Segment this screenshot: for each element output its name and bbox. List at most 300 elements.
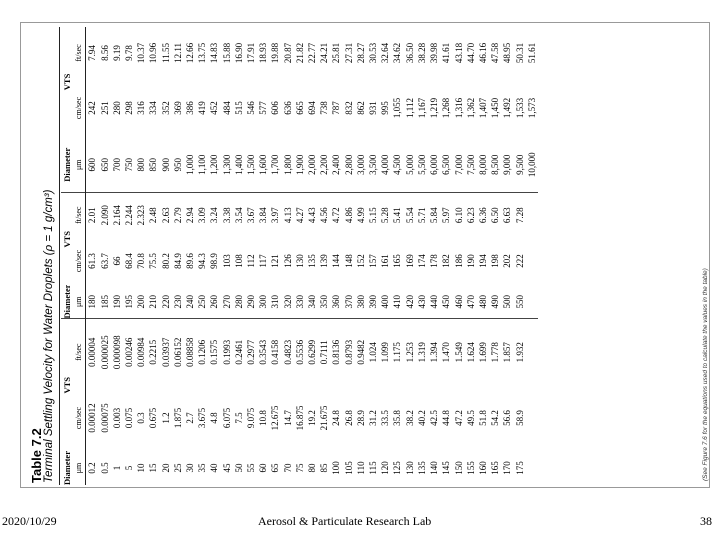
table-cell: 738 [319,101,330,115]
table-cell: 1,700 [269,137,281,193]
table-cell: 100 [331,461,342,475]
table-cell: 5.28 [380,207,391,224]
table-cell: 369 [172,101,183,115]
table-cell: 370 [343,285,355,319]
table-cell: 9.78 [124,45,135,61]
table-cell: 202 [502,254,513,268]
table-cell: 3.54 [233,207,244,224]
table-cell: 386 [185,101,196,115]
table-cell: 1.319 [416,342,427,363]
table-cell: 410 [391,285,403,319]
diameter-header: Diameter [62,284,72,319]
table-cell: 419 [197,101,208,115]
table-cell: 1,112 [404,98,415,118]
table-row [208,27,220,485]
table-cell: 0.5536 [294,339,305,365]
table-row [123,27,135,485]
table-cell: 606 [270,101,281,115]
table-cell: 452 [209,101,220,115]
table-cell: 242 [87,101,98,115]
table-cell: 5.97 [441,207,452,224]
table-cell: 0.9482 [355,339,366,365]
table-cell: 94.3 [197,253,208,269]
table-cell: 222 [514,254,525,268]
vts-header: VTS [62,376,72,394]
table-cell: 27.31 [343,42,354,64]
table-cell: 140 [429,461,440,475]
table-cell: 5,500 [416,137,428,193]
table-body [86,27,538,485]
table-cell: 16.875 [294,405,305,431]
table-cell: 1,362 [465,97,476,119]
table-row [489,27,501,485]
table-cell: 862 [355,101,366,115]
table-cell: 148 [343,254,354,268]
table-cell: 198 [490,254,501,268]
table-cell: 44.70 [465,42,476,64]
table-cell: 182 [441,254,452,268]
table-cell: 32.64 [380,42,391,64]
table-row [330,27,342,485]
table-cell: 750 [123,137,135,193]
table-cell: 6.50 [490,207,501,224]
table-cell: 2.164 [111,205,122,226]
table-cell: 28.9 [355,410,366,426]
table-cell: 21.82 [294,42,305,64]
table-cell: 0.00984 [136,337,147,367]
table-cell: 3.84 [258,207,269,224]
table-cell: 135 [307,254,318,268]
table-cell: 298 [124,101,135,115]
table-cell: 1,000 [184,137,196,193]
table-cell: 0.4158 [270,339,281,365]
table-cell: 260 [208,285,220,319]
table-cell: 5.84 [429,207,440,224]
table-cell: 0.2461 [233,339,244,365]
table-cell: 500 [501,285,513,319]
table-cell: 108 [233,254,244,268]
table-cell: 1.875 [172,407,183,429]
table-cell [526,385,538,451]
table-cell: 352 [160,101,171,115]
table-cell: 460 [453,285,465,319]
table-cell: 186 [453,254,464,268]
header-rule [59,27,60,485]
table-cell: 1,200 [208,137,220,193]
unit-um: μm [73,285,86,319]
table-cell: 139 [319,254,330,268]
table-cell: 39.98 [429,42,440,64]
table-cell [526,451,538,485]
table-cell: 900 [160,137,172,193]
table-row [111,27,123,485]
scanned-table-image [20,22,710,488]
table-row [501,27,513,485]
table-cell: 251 [99,101,110,115]
table-cell: 0.00075 [99,403,110,433]
table-row [404,27,416,485]
table-cell: 9.075 [246,407,257,429]
table-row [233,27,245,485]
table-cell: 195 [123,285,135,319]
table-cell: 1.699 [477,342,488,363]
table-cell: 165 [392,254,403,268]
table-row [428,27,440,485]
table-cell: 200 [135,285,147,319]
table-row [196,27,208,485]
table-cell: 75 [294,463,305,473]
table-cell: 80 [307,463,318,473]
table-cell: 56.6 [502,410,513,426]
table-cell: 250 [196,285,208,319]
table-cell: 0.00004 [87,337,98,367]
table-cell: 6.075 [221,407,232,429]
table-cell: 15.88 [221,42,232,64]
table-cell: 0.3543 [258,339,269,365]
table-cell: 4.86 [343,207,354,224]
table-cell: 420 [404,285,416,319]
table-cell: 40.2 [416,410,427,426]
table-cell: 14.7 [282,410,293,426]
table-cell: 300 [257,285,269,319]
table-cell: 44.8 [441,410,452,426]
table-cell: 515 [233,101,244,115]
unit-cm-sec: cm/sec [73,79,86,137]
unit-ft-sec: ft/sec [73,27,86,79]
table-cell: 280 [111,101,122,115]
table-cell: 4.43 [307,207,318,224]
table-cell: 1,450 [490,97,501,119]
table-cell: 46.16 [477,42,488,64]
table-cell: 6.23 [465,207,476,224]
table-cell: 0.3 [136,412,147,424]
table-cell: 5.54 [404,207,415,224]
table-cell: 3.67 [246,207,257,224]
table-row [184,27,196,485]
table-cell: 65 [270,463,281,473]
table-cell: 115 [368,461,379,475]
table-row [514,27,526,485]
table-cell: 112 [246,254,257,268]
table-cell: 340 [306,285,318,319]
table-cell: 0.5 [99,462,110,474]
table-cell: 0.06152 [172,337,183,367]
table-cell: 194 [477,254,488,268]
table-row [477,27,489,485]
table-cell: 6.63 [502,207,513,224]
table-cell: 1.394 [429,342,440,363]
unit-cm-sec: cm/sec [73,237,86,285]
table-cell: 334 [148,101,159,115]
table-cell: 1.099 [380,342,391,363]
table-row [379,27,391,485]
table-cell: 50.31 [514,42,525,64]
table-cell: 49.5 [465,410,476,426]
vts-header: VTS [62,73,72,91]
table-cell: 0.1993 [221,339,232,365]
vts-header: VTS [62,230,72,248]
table-cell: 7,500 [465,137,477,193]
table-cell: 33.5 [380,410,391,426]
table-cell: 1 [111,465,122,471]
slide-date: 2020/10/29 [2,514,57,528]
table-cell: 3,000 [355,137,367,193]
table-cell: 24.8 [331,410,342,426]
table-cell: 0.000098 [111,335,122,370]
table-cell: 546 [246,101,257,115]
table-cell: 400 [379,285,391,319]
table-cell: 1,573 [526,97,537,119]
table-footnote: (See Figure 7.6 for the equations used to calculate the values in the table) [702,268,709,481]
table-cell: 135 [416,461,427,475]
table-cell: 0.7111 [319,340,330,365]
table-cell: 12.11 [172,43,183,63]
table-cell: 0.6299 [307,339,318,365]
table-cell: 330 [294,285,306,319]
table-cell: 480 [477,285,489,319]
table-cell: 28.27 [355,42,366,64]
table-title: Terminal Settling Velocity for Water Droplets (ρ = 1 g/cm³) [43,189,55,483]
table-cell: 145 [441,461,452,475]
table-cell: 484 [221,101,232,115]
table-cell: 3.675 [197,407,208,429]
table-row [282,27,294,485]
table-cell: 4.56 [319,207,330,224]
table-cell: 126 [282,254,293,268]
table-cell: 11.55 [160,43,171,63]
table-cell: 120 [380,461,391,475]
table-cell: 185 [99,285,111,319]
table-cell: 430 [416,285,428,319]
group-header-row [61,27,73,485]
table-cell: 2.48 [148,207,159,224]
table-cell: 8.56 [99,45,110,61]
table-cell: 31.2 [368,410,379,426]
table-row [135,27,147,485]
table-cell: 20.87 [282,42,293,64]
table-cell: 165 [490,461,501,475]
table-cell: 1.857 [502,342,513,363]
table-cell: 55 [246,463,257,473]
table-cell: 51.61 [526,42,537,64]
table-cell: 3.38 [221,207,232,224]
table-cell: 3.09 [197,207,208,224]
table-cell: 650 [99,137,111,193]
table-cell: 0.8136 [331,339,342,365]
table-cell: 2.94 [185,207,196,224]
table-cell: 3,500 [367,137,379,193]
table-cell: 390 [367,285,379,319]
table-cell: 220 [160,285,172,319]
table-cell: 0.1206 [197,339,208,365]
table-cell: 121 [270,254,281,268]
table-cell: 161 [380,254,391,268]
table-cell: 4.8 [209,412,220,424]
table-cell: 66 [111,256,122,266]
table-cell: 665 [294,101,305,115]
table-cell: 178 [429,254,440,268]
table-cell: 4,500 [391,137,403,193]
table-number: Table 7.2 [29,428,44,483]
unit-ft-sec: ft/sec [73,319,86,385]
table-cell: 1,800 [282,137,294,193]
table-cell: 1.470 [441,342,452,363]
table-cell: 5.15 [368,207,379,224]
table-cell: 0.2977 [246,339,257,365]
table-row [221,27,233,485]
table-cell: 35.8 [392,410,403,426]
table-cell: 0.2215 [148,339,159,365]
table-cell: 43.18 [453,42,464,64]
table-cell: 0.075 [124,407,135,429]
table-cell: 2.090 [99,205,110,226]
table-cell: 2.244 [124,205,135,226]
table-cell: 12.675 [270,405,281,431]
table-cell: 45 [221,463,232,473]
table-cell: 5.71 [416,207,427,224]
diameter-header: Diameter [62,451,72,485]
table-cell: 280 [233,285,245,319]
table-cell: 1,055 [392,97,403,119]
table-cell: 1,492 [502,97,513,119]
table-cell: 787 [331,101,342,115]
table-cell: 35 [197,463,208,473]
table-cell: 931 [368,101,379,115]
table-cell: 7,000 [453,137,465,193]
table-cell: 1.175 [392,342,403,363]
table-cell [526,193,538,237]
table-row [355,27,367,485]
table-cell: 380 [355,285,367,319]
table-cell: 0.03937 [160,337,171,367]
table-cell: 1.253 [404,342,415,363]
slide-footer-title: Aerosol & Particulate Research Lab [258,514,432,528]
table-row [172,27,184,485]
table-cell: 17.91 [246,42,257,64]
rotated-table-page [21,23,711,489]
table-cell: 310 [269,285,281,319]
table-cell: 174 [416,254,427,268]
table-cell: 950 [172,137,184,193]
table-cell: 51.8 [477,410,488,426]
table-cell: 54.2 [490,410,501,426]
table-cell: 190 [111,285,123,319]
table-cell: 8,000 [477,137,489,193]
table-cell: 1,167 [416,97,427,119]
table-cell: 20 [160,463,171,473]
table-cell: 4.99 [355,207,366,224]
table-cell: 0.08858 [185,337,196,367]
table-cell: 995 [380,101,391,115]
table-cell: 1.624 [465,342,476,363]
table-cell: 440 [428,285,440,319]
table-cell: 84.9 [172,253,183,269]
table-cell: 10 [136,463,147,473]
table-cell: 0.003 [111,407,122,429]
table-cell: 800 [135,137,147,193]
table-cell: 1.2 [160,412,171,424]
table-cell: 850 [147,137,159,193]
table-cell: 1,533 [514,97,525,119]
table-cell: 16.90 [233,42,244,64]
table-cell: 169 [404,254,415,268]
table-cell: 24.21 [319,42,330,64]
table-cell: 50 [233,463,244,473]
table-cell: 150 [453,461,464,475]
table-row [245,27,257,485]
table-cell: 6,000 [428,137,440,193]
table-cell: 48.95 [502,42,513,64]
table-cell: 1.778 [490,342,501,363]
table-cell: 30 [185,463,196,473]
unit-ft-sec: ft/sec [73,193,86,237]
table-cell: 700 [111,137,123,193]
table-cell: 180 [86,285,99,319]
table-cell [526,285,538,319]
table-cell: 1,400 [233,137,245,193]
table-row [147,27,159,485]
table-cell: 75.5 [148,253,159,269]
table-cell: 5.41 [392,207,403,224]
table-cell: 47.58 [490,42,501,64]
table-cell: 19.88 [270,42,281,64]
table-cell: 350 [318,285,330,319]
table-row [391,27,403,485]
table-row [453,27,465,485]
table-cell: 0.00246 [124,337,135,367]
table-cell [526,237,538,285]
table-cell: 1,268 [441,97,452,119]
table-cell: 550 [514,285,526,319]
table-cell: 103 [221,254,232,268]
table-cell: 1,219 [429,97,440,119]
table-row [269,27,281,485]
table-cell: 2,200 [318,137,330,193]
table-row [367,27,379,485]
table-cell: 170 [502,461,513,475]
table-cell: 36.50 [404,42,415,64]
table-cell: 2,000 [306,137,318,193]
table-cell: 130 [294,254,305,268]
table-cell: 10.37 [136,42,147,64]
table-cell: 175 [514,461,525,475]
table-cell: 2,800 [343,137,355,193]
table-cell: 832 [343,101,354,115]
table-cell: 110 [355,461,366,475]
table-cell: 25.81 [331,42,342,64]
table-cell: 155 [465,461,476,475]
table-cell: 190 [465,254,476,268]
table-cell: 19.2 [307,410,318,426]
table-cell: 270 [221,285,233,319]
settling-velocity-table [61,27,538,485]
table-cell: 47.2 [453,410,464,426]
table-cell: 70.8 [136,253,147,269]
table-cell: 600 [86,137,99,193]
table-cell: 105 [343,461,354,475]
table-cell [526,319,538,385]
table-cell: 15 [148,463,159,473]
table-cell: 1,900 [294,137,306,193]
table-cell: 0.675 [148,407,159,429]
table-cell: 7.28 [514,207,525,224]
table-cell: 4.27 [294,207,305,224]
table-cell: 130 [404,461,415,475]
table-cell: 470 [465,285,477,319]
slide-page-number: 38 [700,514,712,528]
table-cell: 42.5 [429,410,440,426]
table-cell: 0.000025 [99,335,110,370]
